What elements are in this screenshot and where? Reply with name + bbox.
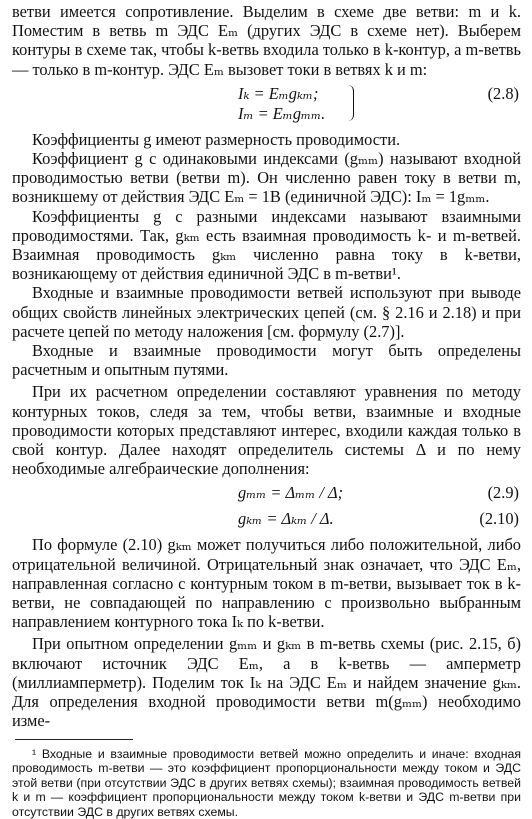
equation-2-8	[12, 84, 521, 124]
equation-2-10	[12, 509, 521, 530]
paragraph-usage: Входные и взаимные проводимости ветвей используют при выводе общих свойств линейных электрических цепей (см. § 2.16 и 2.18) и при расчете цепей по методу наложения [см. формулу (2.7)].	[12, 283, 521, 341]
right-brace	[348, 85, 354, 121]
equation-2-10-body: gₖₘ = Δₖₘ / Δ.	[238, 509, 334, 528]
paragraph-dimension: Коэффициенты g имеют размерность проводимости.	[12, 130, 521, 149]
equation-2-9-body: gₘₘ = Δₘₘ / Δ;	[238, 483, 343, 502]
paragraph-intro: ветви имеется сопротивление. Выделим в схеме две ветви: m и k. Поместим в ветвь m ЭДС Eₘ (других ЭДС в схеме нет). Выберем контуры в схеме так, чтобы k-ветвь входила только в k-контур, а m-ветвь — только в m-контур. ЭДС Eₘ вызовет токи в ветвях k и m:	[12, 2, 521, 79]
equation-number-2-9: (2.9)	[488, 483, 519, 502]
paragraph-experiment: При опытном определении gₘₘ и gₖₘ в m-ветвь схемы (рис. 2.15, б) включают источник ЭДС Eₘ, а в k-ветвь — амперметр (миллиамперметр). Поделим ток Iₖ на ЭДС Eₘ и найдем значение gₖₘ. Для определения входной проводимости ветви m(gₘₘ) необходимо изме-	[12, 634, 521, 730]
footnote: ¹ Входные и взаимные проводимости ветвей можно определить и иначе: входная проводимость m-ветви — это коэффициент пропорциональности между током и ЭДС этой ветви (при отсутствии ЭДС в других ветвях схемы); взаимная проводимость ветвей k и m — коэффициент пропорциональности между током k-ветви и ЭДС m-ветви при отсутствии ЭДС в других ветвях схемы.	[12, 747, 521, 819]
equation-2-8-line-1: Iₖ = Eₘgₖₘ;	[238, 84, 318, 103]
equation-number-2-10: (2.10)	[479, 509, 519, 528]
paragraph-methods: Входные и взаимные проводимости могут быть определены расчетным и опытным путями.	[12, 341, 521, 379]
equation-2-8-line-2: Iₘ = Eₘgₘₘ.	[238, 104, 325, 123]
paragraph-mutual-conductance: Коэффициенты g с разными индексами называют взаимными проводимостями. Так, gₖₘ есть взаимная проводимость k- и m-ветвей. Взаимная проводимость gₖₘ численно равна току в k-ветви, возникающему от действия единичной ЭДС в m-ветви¹.	[12, 207, 521, 284]
paragraph-input-conductance: Коэффициент g с одинаковыми индексами (gₘₘ) называют входной проводимостью ветви (ветви m). Он численно равен току в ветви m, возникшему от действия ЭДС Eₘ = 1В (единичной ЭДС): Iₘ = 1gₘₘ.	[12, 149, 521, 207]
paragraph-calculation: При их расчетном определении составляют уравнения по методу контурных токов, следя за тем, чтобы ветви, взаимные и входные проводимости которых представляют интерес, входили каждая только в свой контур. Далее находят определитель системы Δ и по нему необходимые алгебраические дополнения:	[12, 382, 521, 478]
paragraph-sign: По формуле (2.10) gₖₘ может получиться либо положительной, либо отрицательной величиной. Отрицательный знак означает, что ЭДС Eₘ, направленная согласно с контурным током в m-ветви, вызывает ток в k-ветви, не совпадающей по направлению с произвольно выбранным направлением контурного тока Iₖ по k-ветви.	[12, 535, 521, 631]
equation-2-9	[12, 483, 521, 504]
equation-number-2-8: (2.8)	[488, 84, 519, 103]
footnote-divider	[15, 739, 133, 740]
